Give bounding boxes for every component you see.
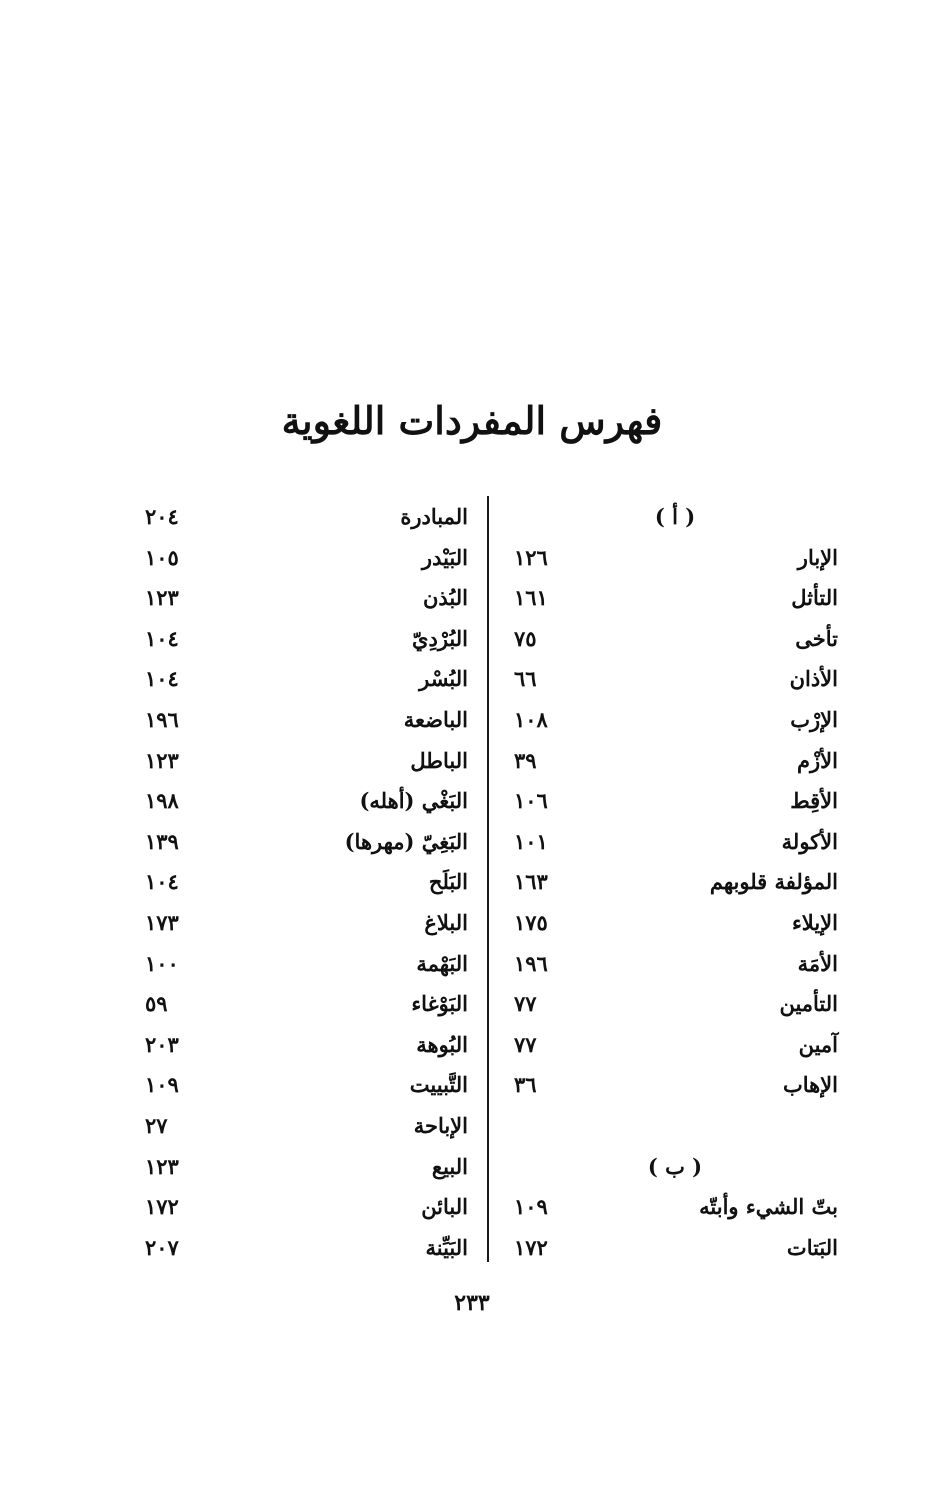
index-page-number: ٢٠٧ — [145, 1234, 179, 1260]
index-page-number: ١٣٩ — [145, 828, 179, 854]
index-word: الأزْم — [797, 747, 838, 773]
index-page-number: ١٩٦ — [514, 950, 548, 976]
index-page-number: ١٧٥ — [514, 910, 548, 935]
index-word: البَوْغاء — [411, 991, 468, 1017]
index-word: البُرْدِيّ — [412, 625, 468, 651]
index-page-number: ١٢٣ — [145, 585, 179, 611]
index-word: البيع — [431, 1153, 468, 1179]
index-page-number: ١٠٨ — [514, 707, 548, 732]
index-page-number: ١٠٤ — [145, 666, 179, 692]
index-word: التأثل — [791, 585, 838, 611]
index-word: الإيلاء — [791, 910, 838, 935]
page-number: ٢٣٣ — [454, 1290, 490, 1316]
index-word: الباضعة — [403, 707, 468, 732]
section-heading: ( ب ) — [647, 1153, 703, 1179]
index-page-number: ١٧٢ — [145, 1194, 179, 1220]
index-page-number: ٧٥ — [514, 625, 537, 651]
index-word: البُذن — [422, 585, 468, 611]
index-word: الإباحة — [413, 1113, 468, 1138]
index-word: البَيْدر — [421, 544, 468, 570]
index-word: الإهاب — [782, 1072, 838, 1098]
index-word: البَهْمة — [416, 950, 468, 976]
index-word: البائن — [421, 1194, 468, 1220]
index-page-number: ١٠٤ — [145, 625, 179, 651]
index-page-number: ١٠٦ — [514, 788, 548, 814]
section-heading: ( أ ) — [654, 504, 696, 529]
index-page-number: ٢٠٤ — [145, 504, 179, 529]
index-word: البُسْر — [419, 666, 468, 692]
index-word: الأذان — [789, 666, 838, 692]
index-word: البَلَح — [428, 869, 468, 895]
index-word: تأخى — [795, 625, 838, 651]
index-word: البَيِّنة — [425, 1234, 468, 1260]
index-word: الإرْب — [790, 707, 838, 732]
index-page-number: ١٢٣ — [145, 747, 179, 773]
index-word: الأمَة — [797, 950, 838, 976]
page-title: فهرس المفردات اللغوية — [281, 398, 663, 443]
index-page-number: ١٠٩ — [145, 1072, 179, 1098]
index-word: البَغِيّ (مهرها) — [344, 828, 468, 854]
index-page-number: ٥٩ — [145, 991, 168, 1017]
index-word: البلاغ — [424, 910, 468, 935]
index-page-number: ١٩٦ — [145, 707, 179, 732]
index-word: التأمين — [779, 991, 838, 1017]
index-word: الباطل — [410, 747, 468, 773]
index-word: آمين — [798, 1031, 838, 1057]
index-page-number: ١٠٤ — [145, 869, 179, 895]
index-word: البُوهة — [416, 1031, 468, 1057]
index-page-number: ١٠٥ — [145, 544, 179, 570]
index-page-number: ١٢٦ — [514, 544, 548, 570]
index-page-number: ١٠٠ — [145, 950, 179, 976]
index-page-number: ٧٧ — [514, 991, 537, 1017]
index-word: الإبار — [797, 544, 838, 570]
index-page-number: ١٢٣ — [145, 1153, 179, 1179]
index-page-number: ٣٩ — [514, 747, 537, 773]
index-page-number: ٢٠٣ — [145, 1031, 179, 1057]
index-page-number: ٦٦ — [514, 666, 537, 692]
index-word: البَغْي (أهله) — [359, 788, 468, 814]
index-word: الأكولة — [781, 828, 838, 854]
index-page-number: ٢٧ — [145, 1113, 168, 1138]
index-word: البَتات — [786, 1234, 838, 1260]
index-page-number: ١٧٢ — [514, 1234, 548, 1260]
index-page-number: ١٩٨ — [145, 788, 179, 814]
index-page-number: ١٦١ — [514, 585, 548, 611]
index-word: بتّ الشيء وأبتّه — [699, 1194, 838, 1220]
index-word: المبادرة — [400, 504, 468, 529]
index-page-number: ٣٦ — [514, 1072, 537, 1098]
index-word: الأقِط — [790, 788, 838, 814]
index-page-number: ١٠١ — [514, 828, 548, 854]
index-page-number: ١٠٩ — [514, 1194, 548, 1220]
index-page-number: ١٧٣ — [145, 910, 179, 935]
index-word: التَّبييت — [409, 1072, 468, 1098]
index-page-number: ١٦٣ — [514, 869, 548, 895]
index-page-number: ٧٧ — [514, 1031, 537, 1057]
index-word: المؤلفة قلوبهم — [709, 869, 838, 895]
